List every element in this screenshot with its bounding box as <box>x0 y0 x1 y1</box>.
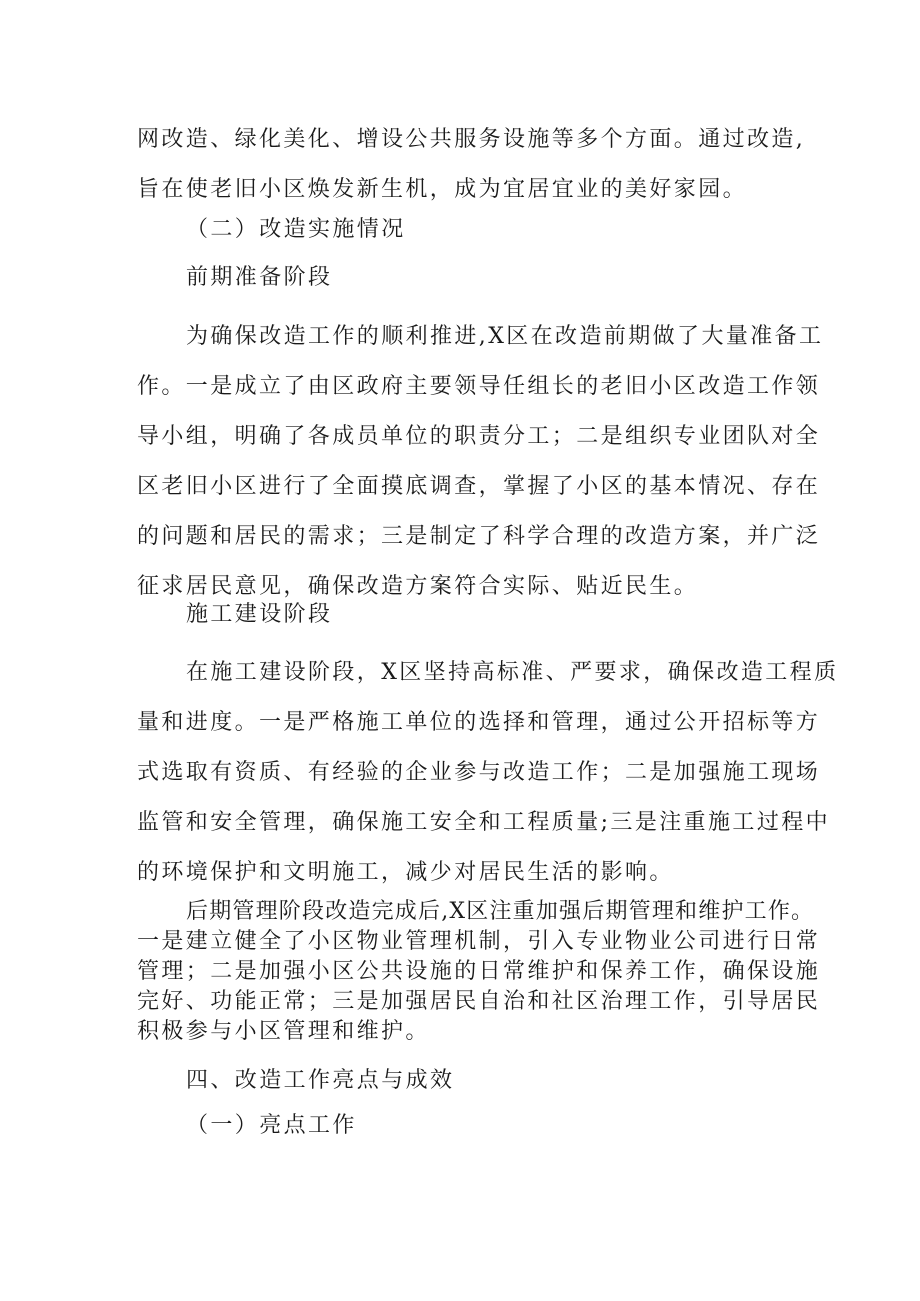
phase-3-paragraph <box>137 897 820 1047</box>
section-heading: （二）改造实施情况 <box>186 217 406 242</box>
paragraph-line: 在施工建设阶段，X区坚持高标准、严要求，确保改造工程质 <box>186 660 839 685</box>
phase-title: 施工建设阶段 <box>186 602 333 627</box>
paragraph-line: 完好、功能正常；三是加强居民自治和社区治理工作，引导居民 <box>137 989 821 1014</box>
intro-paragraph <box>137 115 805 215</box>
paragraph-line: 区老旧小区进行了全面摸底调查，掌握了小区的基本情况、存在 <box>137 474 821 499</box>
paragraph-line: 后期管理阶段改造完成后,X区注重加强后期管理和维护工作。 <box>186 899 815 924</box>
phase-title: 前期准备阶段 <box>186 265 333 290</box>
paragraph-line: 导小组，明确了各成员单位的职责分工；二是组织专业团队对全 <box>137 424 821 449</box>
section-heading: 四、改造工作亮点与成效 <box>186 1068 455 1093</box>
paragraph-line: 量和进度。一是严格施工单位的选择和管理，通过公开招标等方 <box>137 710 821 735</box>
phase-1-paragraph <box>137 312 823 612</box>
paragraph-line: 征求居民意见，确保改造方案符合实际、贴近民生。 <box>137 574 699 599</box>
paragraph-line: 监管和安全管理，确保施工安全和工程质量;三是注重施工过程中 <box>137 810 831 835</box>
paragraph-line: 一是建立健全了小区物业管理机制，引入专业物业公司进行日常 <box>137 929 821 954</box>
paragraph-line: 式选取有资质、有经验的企业参与改造工作；二是加强施工现场 <box>137 760 821 785</box>
paragraph-line: 积极参与小区管理和维护。 <box>137 1019 430 1044</box>
paragraph-line: 作。一是成立了由区政府主要领导任组长的老旧小区改造工作领 <box>137 374 821 399</box>
phase-2-paragraph <box>137 648 838 898</box>
paragraph-line: 网改造、绿化美化、增设公共服务设施等多个方面。通过改造, <box>137 127 806 152</box>
paragraph-line: 的问题和居民的需求；三是制定了科学合理的改造方案，并广泛 <box>137 524 821 549</box>
paragraph-line: 管理；二是加强小区公共设施的日常维护和保养工作，确保设施 <box>137 959 821 984</box>
paragraph-line: 旨在使老旧小区焕发新生机，成为宜居宜业的美好家园。 <box>137 177 748 202</box>
sub-heading: （一）亮点工作 <box>186 1113 357 1138</box>
paragraph-line: 的环境保护和文明施工，减少对居民生活的影响。 <box>137 860 674 885</box>
paragraph-line: 为确保改造工作的顺利推进,X区在改造前期做了大量准备工 <box>186 324 824 349</box>
